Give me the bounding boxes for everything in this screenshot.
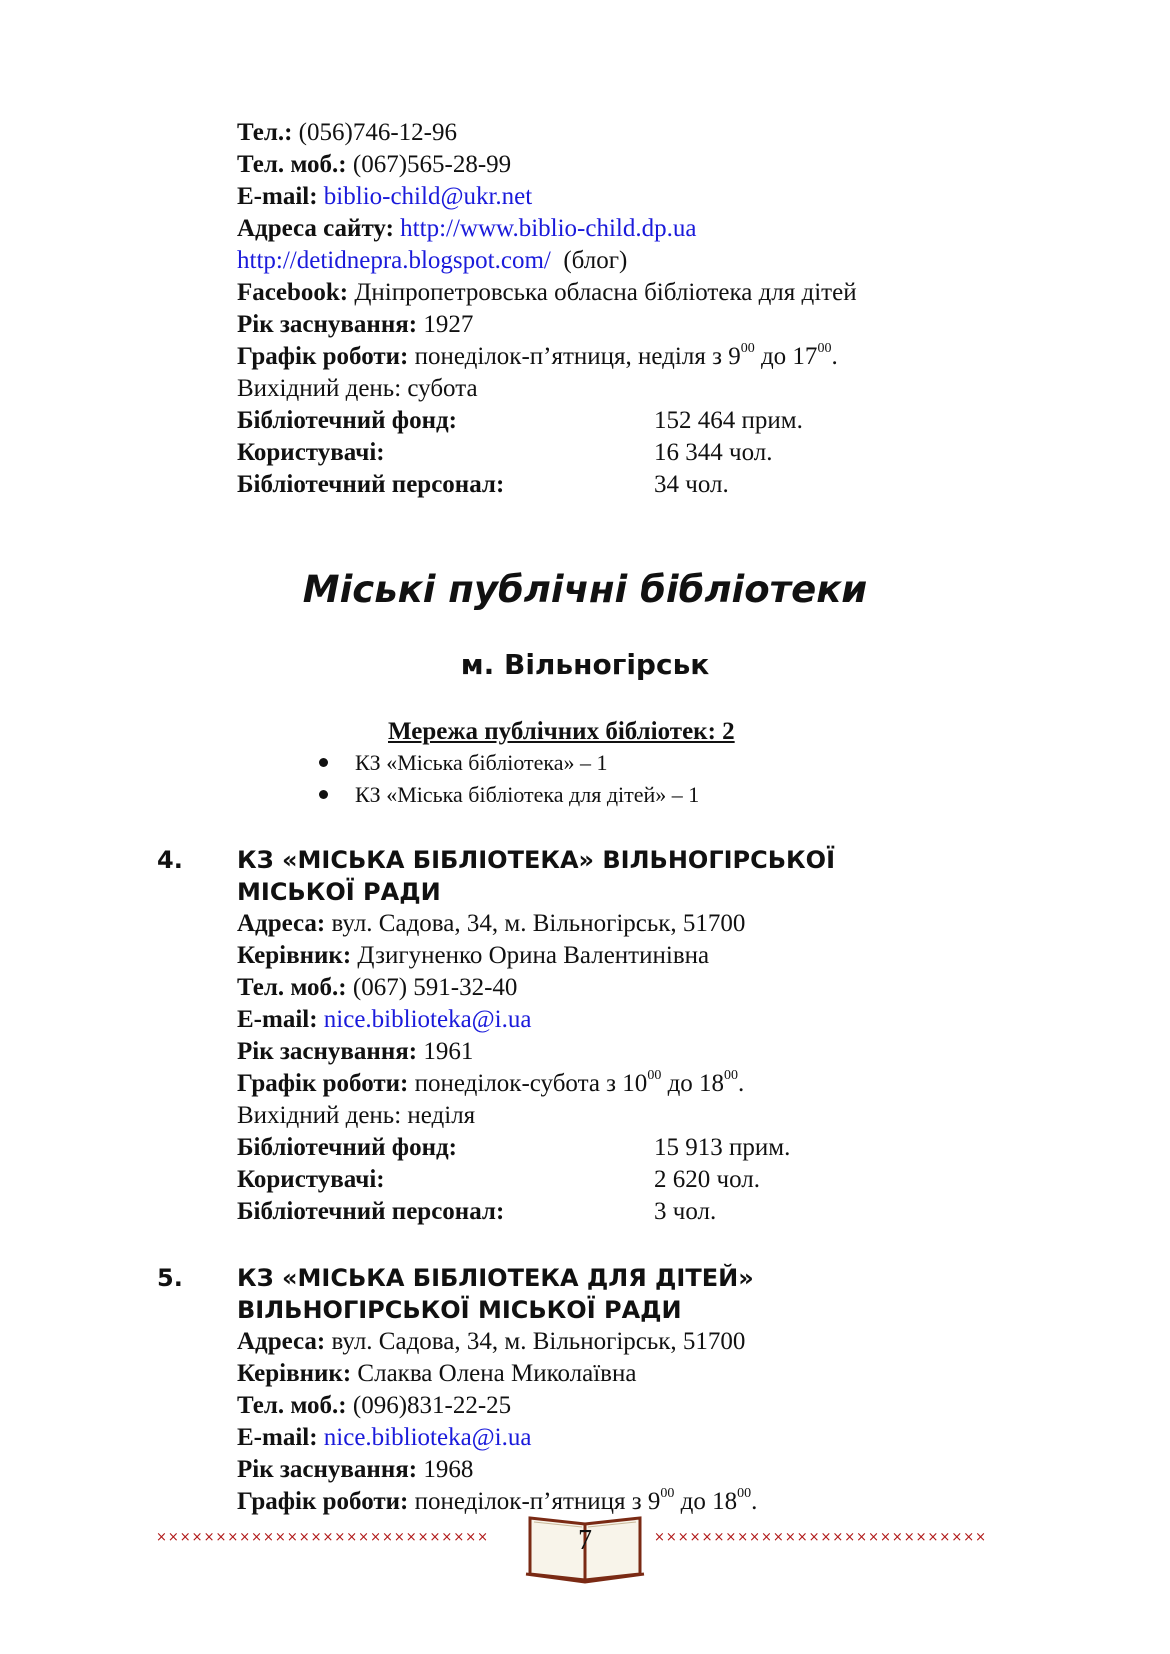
entry-title-line2: МІСЬКОЇ РАДИ [237,878,441,906]
address-value: вул. Садова, 34, м. Вільногірськ, 51700 [331,1328,746,1355]
entry-number: 4. [157,846,183,874]
schedule-end: . [738,1070,745,1097]
email-line [237,1004,531,1036]
email-link[interactable]: nice.biblioteka@i.ua [323,1006,532,1033]
year-line [237,1454,473,1486]
schedule-end: . [751,1488,758,1515]
email-label: E-mail: [237,1006,318,1033]
schedule-line [237,1068,744,1100]
blog-link[interactable]: http://detidnepra.blogspot.com/ [237,247,551,274]
schedule-label: Графік роботи: [237,1070,409,1097]
staff-label: Бібліотечний персонал: [237,1198,505,1225]
bullet-icon [319,790,328,799]
address-label: Адреса: [237,1328,326,1355]
mobile-label: Тел. моб.: [237,151,347,178]
mobile-label: Тел. моб.: [237,1392,347,1419]
users-label: Користувачі: [237,439,385,466]
section-title: Міські публічні бібліотеки [302,568,868,611]
network-item-text: КЗ «Міська бібліотека» – 1 [355,750,608,775]
head-value: Дзигуненко Орина Валентинівна [357,942,710,969]
email-label: E-mail: [237,183,318,210]
email-line [237,1422,531,1454]
fund-value: 15 913 прим. [654,1134,791,1161]
footer-ornament-right: ×××××××××××××××××××××××××××× [654,1532,987,1544]
footer-ornament-left: ×××××××××××××××××××××××××××× [156,1532,489,1544]
blog-line [237,245,627,277]
schedule-mid: до 17 [754,343,818,370]
entry-title-line2: ВІЛЬНОГІРСЬКОЇ МІСЬКОЇ РАДИ [237,1296,682,1324]
schedule-line [237,1486,757,1518]
email-link[interactable]: biblio-child@ukr.net [323,183,533,210]
schedule-label: Графік роботи: [237,343,409,370]
mobile-value: (067)565-28-99 [352,151,512,178]
mobile-value: (096)831-22-25 [352,1392,512,1419]
email-link[interactable]: nice.biblioteka@i.ua [323,1424,532,1451]
address-line [237,908,745,940]
users-value: 16 344 чол. [654,439,773,466]
fund-value: 152 464 прим. [654,407,803,434]
entry-number: 5. [157,1264,183,1292]
schedule-sup-close: 00 [737,1485,752,1501]
schedule-text: понеділок-субота з 10 [414,1070,648,1097]
address-line [237,1326,745,1358]
users-value: 2 620 чол. [654,1166,760,1193]
head-line [237,1358,636,1390]
head-value: Слаква Олена Миколаївна [357,1360,637,1387]
schedule-sup-open: 00 [740,340,755,356]
year-label: Рік заснування: [237,1038,418,1065]
dayoff-line: Вихідний день: субота [237,375,478,402]
site-label: Адреса сайту: [237,215,394,242]
email-label: E-mail: [237,1424,318,1451]
schedule-label: Графік роботи: [237,1488,409,1515]
year-line [237,309,473,341]
blog-note: (блог) [563,247,628,274]
schedule-end: . [831,343,838,370]
bullet-icon [319,758,328,767]
schedule-sup-open: 00 [647,1067,662,1083]
city-title: м. Вільногірськ [460,648,710,681]
staff-value: 34 чол. [654,471,729,498]
head-label: Керівник: [237,1360,352,1387]
fund-label: Бібліотечний фонд: [237,1134,457,1161]
dayoff-line: Вихідний день: неділя [237,1102,476,1129]
email-line [237,181,532,213]
mobile-line [237,1390,511,1422]
schedule-mid: до 18 [661,1070,725,1097]
head-label: Керівник: [237,942,352,969]
site-line [237,213,696,245]
network-title: Мережа публічних бібліотек: 2 [388,718,735,745]
site-link[interactable]: http://www.biblio-child.dp.ua [400,215,697,242]
tel-line [237,117,457,149]
schedule-sup-open: 00 [660,1485,675,1501]
year-label: Рік заснування: [237,1456,418,1483]
address-value: вул. Садова, 34, м. Вільногірськ, 51700 [331,910,746,937]
year-line [237,1036,473,1068]
schedule-sup-close: 00 [724,1067,739,1083]
year-value: 1961 [423,1038,474,1065]
schedule-sup-close: 00 [817,340,832,356]
address-label: Адреса: [237,910,326,937]
fund-label: Бібліотечний фонд: [237,407,457,434]
year-label: Рік заснування: [237,311,418,338]
entry-title-line1: КЗ «МІСЬКА БІБЛІОТЕКА ДЛЯ ДІТЕЙ» [237,1264,754,1292]
schedule-text: понеділок-п’ятниця, неділя з 9 [414,343,741,370]
schedule-mid: до 18 [674,1488,738,1515]
facebook-line [237,277,857,309]
mobile-label: Тел. моб.: [237,974,347,1001]
mobile-line [237,149,511,181]
staff-label: Бібліотечний персонал: [237,471,505,498]
year-value: 1927 [423,311,474,338]
tel-value: (056)746-12-96 [298,119,457,146]
mobile-line [237,972,517,1004]
staff-value: 3 чол. [654,1198,717,1225]
facebook-label: Facebook: [237,279,349,306]
head-line [237,940,709,972]
mobile-value: (067) 591-32-40 [352,974,518,1001]
network-item-text: КЗ «Міська бібліотека для дітей» – 1 [355,782,700,807]
schedule-line [237,341,838,373]
tel-label: Тел.: [237,119,293,146]
users-label: Користувачі: [237,1166,385,1193]
schedule-text: понеділок-п’ятниця з 9 [414,1488,661,1515]
page-number: 7 [578,1525,592,1556]
entry-title-line1: КЗ «МІСЬКА БІБЛІОТЕКА» ВІЛЬНОГІРСЬКОЇ [237,846,835,874]
year-value: 1968 [423,1456,474,1483]
facebook-value: Дніпропетровська обласна бібліотека для дітей [354,279,857,306]
